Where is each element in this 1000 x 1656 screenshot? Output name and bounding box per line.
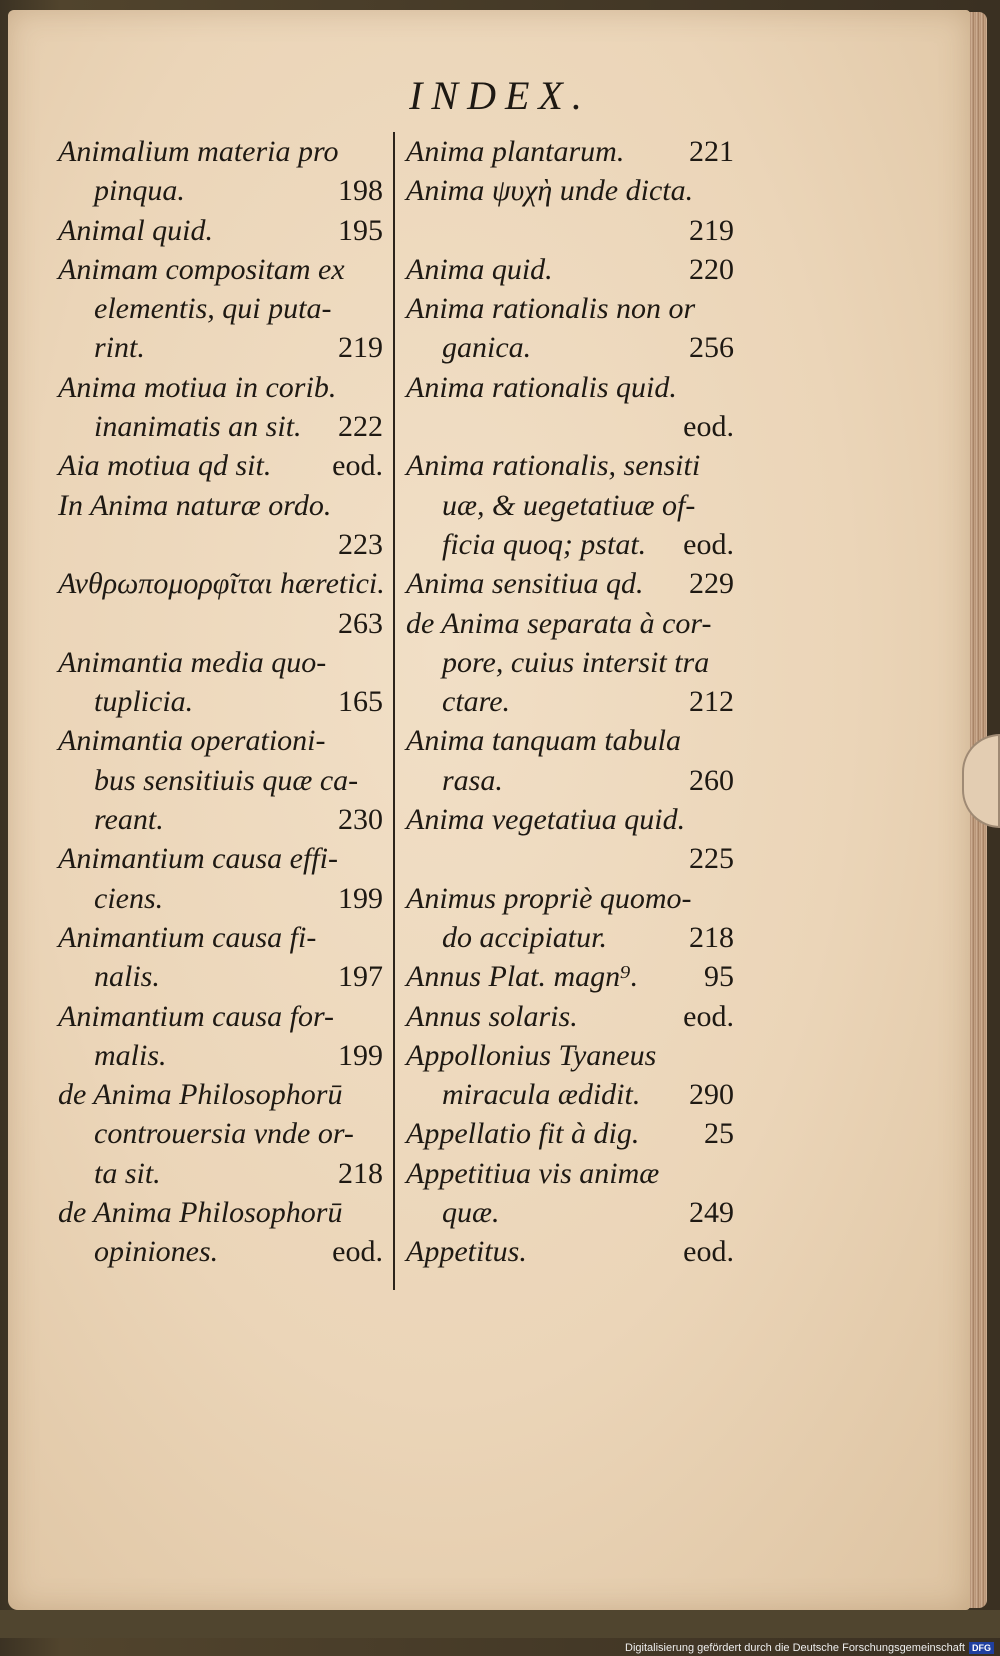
index-entry xyxy=(58,721,383,839)
index-entry-line xyxy=(58,1075,383,1114)
index-entry-text: ta sit. xyxy=(94,1156,161,1190)
index-entry-line xyxy=(58,1036,383,1075)
index-entry-line xyxy=(58,250,383,289)
index-entry xyxy=(58,1193,383,1272)
index-entry xyxy=(58,250,383,368)
book-bottom-edge xyxy=(0,1610,1000,1638)
index-entry-text: Anima tanquam tabula xyxy=(406,724,681,758)
index-entry-text: controuersia vnde or- xyxy=(94,1117,354,1151)
index-entry-line xyxy=(406,604,734,643)
footer xyxy=(625,1639,994,1656)
index-entry-line xyxy=(58,486,383,525)
index-entry xyxy=(406,957,734,996)
index-entry-page: 199 xyxy=(338,881,383,915)
index-entry-text: Anima ψυχὴ unde dicta. xyxy=(406,174,694,208)
index-entry xyxy=(406,997,734,1036)
index-entry-line xyxy=(406,1114,734,1153)
index-entry-line xyxy=(58,839,383,878)
index-entry-text: Appollonius Tyaneus xyxy=(406,1038,657,1072)
index-entry-line xyxy=(58,368,383,407)
dfg-logo: DFG xyxy=(969,1642,994,1654)
index-entry-line xyxy=(406,1232,734,1271)
index-entry-line xyxy=(58,1193,383,1232)
index-entry xyxy=(58,918,383,997)
index-entry-line xyxy=(58,1114,383,1153)
index-entry-text: bus sensitiuis quæ ca- xyxy=(94,763,359,797)
index-entry xyxy=(58,643,383,722)
index-entry-line xyxy=(58,289,383,328)
index-entry-line xyxy=(58,171,383,210)
index-entry-line xyxy=(58,682,383,721)
column-divider xyxy=(393,132,395,1290)
index-entry xyxy=(58,368,383,447)
index-entry-page: 25 xyxy=(704,1117,734,1151)
index-entry-line xyxy=(406,721,734,760)
index-entry-text: de Anima separata à cor- xyxy=(406,606,712,640)
index-entry-text: Animantium causa fi- xyxy=(58,920,317,954)
index-entry-line xyxy=(406,800,734,839)
index-entry-text: nalis. xyxy=(94,960,160,994)
index-entry-page: 249 xyxy=(689,1196,734,1230)
index-column-left xyxy=(58,132,383,1272)
index-entry-line xyxy=(58,328,383,367)
page-title: INDEX. xyxy=(409,73,591,118)
index-entry-page: 223 xyxy=(338,527,383,561)
index-entry-text: miracula ædidit. xyxy=(442,1078,641,1112)
index-entry-text: pore, cuius intersit tra xyxy=(442,645,710,679)
index-entry-text: pinqua. xyxy=(94,174,185,208)
index-entry-text: malis. xyxy=(94,1038,167,1072)
index-entry xyxy=(406,800,734,879)
index-entry-page: 198 xyxy=(338,174,383,208)
index-entry-text: In Anima naturæ ordo. xyxy=(58,488,332,522)
index-entry-text: de Anima Philosophorū xyxy=(58,1196,343,1230)
index-entry-line xyxy=(58,997,383,1036)
index-entry xyxy=(58,132,383,211)
index-entry-line xyxy=(406,171,734,210)
index-entry xyxy=(406,879,734,958)
index-entry-page: 290 xyxy=(689,1078,734,1112)
index-entry-text: Animantium causa effi- xyxy=(58,842,338,876)
footer-text: Digitalisierung gefördert durch die Deutsche Forschungsgemeinschaft xyxy=(625,1641,965,1654)
index-entry-line xyxy=(58,132,383,171)
index-entry-page: 263 xyxy=(338,606,383,640)
index-entry-page: 222 xyxy=(338,410,383,444)
index-entry-text: ciens. xyxy=(94,881,164,915)
index-entry-page: 212 xyxy=(689,685,734,719)
index-entry xyxy=(406,250,734,289)
index-entry-line xyxy=(406,1075,734,1114)
index-entry-line xyxy=(406,211,734,250)
index-entry-line xyxy=(58,761,383,800)
index-entry-line xyxy=(406,328,734,367)
index-entry-line xyxy=(58,407,383,446)
index-entry-line xyxy=(406,250,734,289)
index-entry-text: elementis, qui puta- xyxy=(94,292,332,326)
index-entry-page: eod. xyxy=(683,1235,734,1269)
index-entry-page: eod. xyxy=(332,449,383,483)
index-entry-text: Appetitiua vis animæ xyxy=(406,1156,660,1190)
index-entry-text: Animal quid. xyxy=(58,213,213,247)
index-entry-text: Anima plantarum. xyxy=(406,135,625,168)
index-entry-page: 230 xyxy=(338,803,383,837)
index-entry-text: Animantia operationi- xyxy=(58,724,326,758)
index-entry-text: uæ, & uegetatiuæ of- xyxy=(442,488,696,522)
index-entry-line xyxy=(58,604,383,643)
index-entry-page: 95 xyxy=(704,960,734,994)
index-entry-line xyxy=(58,918,383,957)
index-entry-text: Animalium materia pro xyxy=(58,135,339,168)
index-entry xyxy=(406,1036,734,1115)
index-entry xyxy=(406,1154,734,1233)
index-entry xyxy=(58,211,383,250)
index-entry-text: rasa. xyxy=(442,763,503,797)
index-entry-line xyxy=(58,525,383,564)
index-entry xyxy=(406,721,734,800)
index-entry-line xyxy=(58,957,383,996)
index-entry-page: 197 xyxy=(338,960,383,994)
index-entry-text: do accipiatur. xyxy=(442,920,607,954)
index-entry-page: eod. xyxy=(683,999,734,1033)
index-entry-line xyxy=(406,486,734,525)
index-column-right xyxy=(406,132,734,1272)
index-entry xyxy=(406,564,734,603)
index-entry-text: Appellatio fit à dig. xyxy=(406,1117,640,1151)
index-entry-text: inanimatis an sit. xyxy=(94,410,302,444)
index-entry-text: Animantium causa for- xyxy=(58,999,335,1033)
index-entry-text: Anima quid. xyxy=(406,252,553,286)
index-entry-text: Annus solaris. xyxy=(406,999,578,1033)
index-entry-text: ficia quoq; pstat. xyxy=(442,527,647,561)
index-entry-line xyxy=(58,800,383,839)
index-entry-line xyxy=(406,879,734,918)
index-entry xyxy=(406,171,734,250)
index-entry-text: quæ. xyxy=(442,1196,500,1230)
index-entry-line xyxy=(406,957,734,996)
index-entry-page: 220 xyxy=(689,252,734,286)
index-entry-line xyxy=(406,839,734,878)
index-entry-line xyxy=(406,446,734,485)
index-entry-text: Annus Plat. magn⁹. xyxy=(406,960,639,994)
index-entry-page: 218 xyxy=(338,1156,383,1190)
index-entry-line xyxy=(58,879,383,918)
index-entry-text: ctare. xyxy=(442,685,511,719)
index-entry xyxy=(406,289,734,368)
index-entry-page: 199 xyxy=(338,1038,383,1072)
index-entry-text: rint. xyxy=(94,331,145,365)
index-entry xyxy=(58,997,383,1076)
index-entry-line xyxy=(58,1154,383,1193)
index-entry-line xyxy=(58,446,383,485)
index-entry-text: reant. xyxy=(94,803,164,837)
index-entry-line xyxy=(58,564,383,603)
index-entry xyxy=(58,839,383,918)
index-entry-text: Aia motiua qd sit. xyxy=(58,449,272,483)
index-entry-text: Anima motiua in corib. xyxy=(58,370,337,404)
index-entry-page: 260 xyxy=(689,763,734,797)
index-entry-text: de Anima Philosophorū xyxy=(58,1078,343,1112)
index-entry xyxy=(58,446,383,485)
index-entry-line xyxy=(58,721,383,760)
index-entry xyxy=(406,368,734,447)
index-entry-page: eod. xyxy=(683,410,734,444)
index-entry-line xyxy=(58,1232,383,1271)
index-entry-line xyxy=(406,564,734,603)
index-entry-text: Animam compositam ex xyxy=(58,252,345,286)
index-entry xyxy=(406,446,734,564)
index-entry-line xyxy=(406,1036,734,1075)
index-entry-line xyxy=(406,1154,734,1193)
index-entry-line xyxy=(406,761,734,800)
index-entry-page: 225 xyxy=(689,842,734,876)
index-entry-text: Anima rationalis, sensiti xyxy=(406,449,701,483)
index-entry xyxy=(58,564,383,643)
index-entry-page: 218 xyxy=(689,920,734,954)
index-entry-text: opiniones. xyxy=(94,1235,219,1269)
index-entry-line xyxy=(58,211,383,250)
index-entry-page: 219 xyxy=(338,331,383,365)
index-entry-line xyxy=(406,525,734,564)
index-entry-line xyxy=(406,643,734,682)
index-entry-line xyxy=(406,289,734,328)
index-entry xyxy=(58,1075,383,1193)
index-entry-text: Anima vegetatiua quid. xyxy=(406,803,686,837)
index-entry-page: 256 xyxy=(689,331,734,365)
index-entry-page: 229 xyxy=(689,567,734,601)
index-entry xyxy=(406,604,734,722)
index-entry-line xyxy=(58,643,383,682)
index-entry xyxy=(58,486,383,565)
index-entry-page: 165 xyxy=(338,685,383,719)
index-entry-text: Animus propriè quomo- xyxy=(406,881,692,915)
index-entry-line xyxy=(406,997,734,1036)
index-entry-page: 221 xyxy=(689,135,734,168)
index-entry xyxy=(406,1232,734,1271)
index-entry-text: Ανθρωπομορφῖται hæretici. xyxy=(58,567,385,601)
index-entry-line xyxy=(406,682,734,721)
index-entry-page: 195 xyxy=(338,213,383,247)
index-entry-text: Anima rationalis quid. xyxy=(406,370,677,404)
index-entry-page: eod. xyxy=(683,527,734,561)
index-entry-line xyxy=(406,132,734,171)
index-entry-page: 219 xyxy=(689,213,734,247)
index-entry xyxy=(406,1114,734,1153)
index-entry-text: ganica. xyxy=(442,331,532,365)
index-entry-line xyxy=(406,1193,734,1232)
index-entry-line xyxy=(406,407,734,446)
index-entry-text: Animantia media quo- xyxy=(58,645,327,679)
index-entry-line xyxy=(406,368,734,407)
index-entry-line xyxy=(406,918,734,957)
index-entry-text: Anima sensitiua qd. xyxy=(406,567,644,601)
index-entry-page: eod. xyxy=(332,1235,383,1269)
index-entry xyxy=(406,132,734,171)
index-entry-text: Appetitus. xyxy=(406,1235,527,1269)
index-entry-text: Anima rationalis non or xyxy=(406,292,696,326)
index-entry-text: tuplicia. xyxy=(94,685,194,719)
